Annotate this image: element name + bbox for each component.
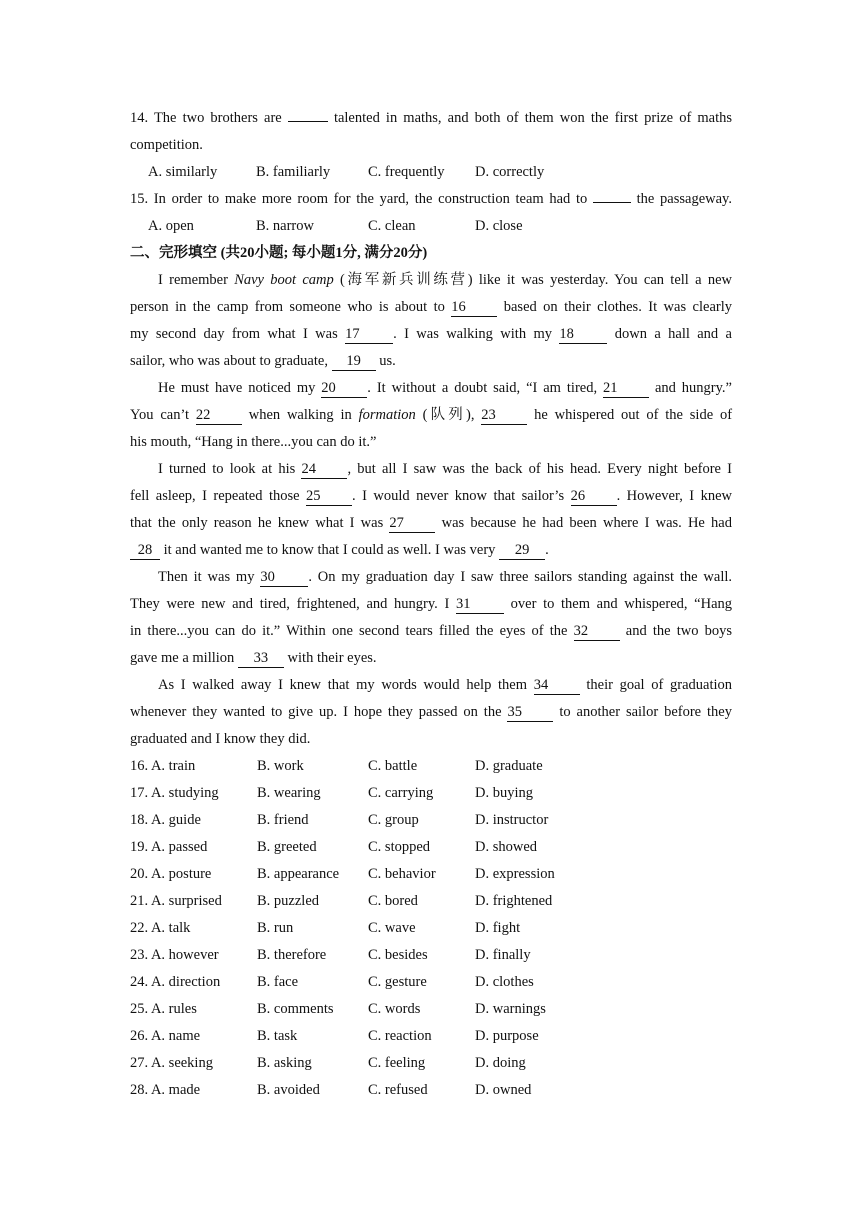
option-c: C. refused	[368, 1082, 428, 1098]
passage-text: when walking in	[248, 407, 359, 423]
q14-text-pre: 14. The two brothers are	[130, 110, 282, 126]
option-b: B. run	[257, 920, 294, 936]
option-b: B. asking	[257, 1055, 312, 1071]
option-b: B. face	[257, 974, 299, 990]
q14-option-b: B. familiarly	[256, 164, 331, 180]
passage-text: You can’t	[130, 407, 190, 423]
option-a: 21. A. surprised	[130, 893, 222, 909]
cloze-question-row	[130, 942, 732, 969]
q14-option-d: D. correctly	[475, 164, 545, 180]
question-14-options	[130, 159, 732, 186]
option-a: 18. A. guide	[130, 812, 201, 828]
passage-p5-line2	[130, 699, 732, 726]
question-15-stem	[130, 186, 732, 213]
option-c: C. group	[368, 812, 419, 828]
q14-blank	[288, 121, 328, 122]
option-d: D. warnings	[475, 1001, 546, 1017]
option-b: B. avoided	[257, 1082, 320, 1098]
passage-text: , but all I saw was the back of his head. Every night before I	[347, 461, 732, 477]
q15-blank	[593, 202, 631, 203]
blank-27: 27	[389, 514, 435, 533]
option-b: B. work	[257, 758, 304, 774]
passage-p1-line2	[130, 294, 732, 321]
option-b: B. task	[257, 1028, 298, 1044]
q14-option-c: C. frequently	[368, 164, 445, 180]
option-a: 27. A. seeking	[130, 1055, 213, 1071]
passage-text: us.	[379, 353, 396, 369]
passage-text: . On my graduation day I saw three sailors standing against the wall.	[308, 569, 733, 585]
cloze-question-row	[130, 888, 732, 915]
blank-25: 25	[306, 487, 352, 506]
option-d: D. instructor	[475, 812, 549, 828]
cloze-question-row	[130, 753, 732, 780]
passage-text: he whispered out of the side of	[534, 407, 733, 423]
passage-text: in there...you can do it.” Within one second tears filled the eyes of the	[130, 623, 568, 639]
passage-p4-line2	[130, 591, 732, 618]
option-c: C. stopped	[368, 839, 431, 855]
passage-text: that the only reason he knew what I was	[130, 515, 384, 531]
option-a: 22. A. talk	[130, 920, 191, 936]
option-d: D. purpose	[475, 1028, 539, 1044]
passage-p3-line2	[130, 483, 732, 510]
passage-p5-line1	[130, 672, 732, 699]
option-a: 17. A. studying	[130, 785, 219, 801]
passage-text: to another sailor before they	[559, 704, 732, 720]
option-c: C. besides	[368, 947, 428, 963]
q15-option-c: C. clean	[368, 218, 416, 234]
passage-text: (海军新兵训练营) like it was yesterday. You can tell a new	[333, 272, 732, 288]
q14-text-post: talented in maths, and both of them won the first prize of maths	[333, 110, 732, 126]
blank-32: 32	[574, 622, 620, 641]
passage-text: He must have noticed my	[158, 380, 316, 396]
cloze-question-row	[130, 1050, 732, 1077]
passage-text: and the two boys	[625, 623, 733, 639]
option-d: D. fight	[475, 920, 521, 936]
blank-33: 33	[238, 649, 284, 668]
passage-p4-line4	[130, 645, 732, 672]
option-c: C. words	[368, 1001, 421, 1017]
option-a: 19. A. passed	[130, 839, 208, 855]
passage-text: . However, I knew	[616, 488, 732, 504]
passage-p2-line1	[130, 375, 732, 402]
option-c: C. battle	[368, 758, 418, 774]
passage-text: with their eyes.	[287, 650, 377, 666]
passage-text: . I was walking with my	[393, 326, 552, 342]
passage-text: fell asleep, I repeated those	[130, 488, 300, 504]
blank-19: 19	[332, 352, 376, 371]
blank-18: 18	[559, 325, 607, 344]
blank-26: 26	[571, 487, 617, 506]
blank-16: 16	[451, 298, 497, 317]
passage-p2-line3: his mouth, “Hang in there...you can do it.”	[130, 434, 377, 450]
q15-text-post: the passageway.	[636, 191, 732, 207]
option-b: B. puzzled	[257, 893, 320, 909]
exam-page	[130, 105, 732, 1104]
blank-35: 35	[507, 703, 553, 722]
passage-p4-line1	[130, 564, 732, 591]
option-c: C. bored	[368, 893, 418, 909]
q14-option-a: A. similarly	[148, 164, 218, 180]
blank-28: 28	[130, 541, 160, 560]
option-d: D. graduate	[475, 758, 543, 774]
passage-text: person in the camp from someone who is about to	[130, 299, 445, 315]
option-a: 23. A. however	[130, 947, 219, 963]
passage-p3-line1	[130, 456, 732, 483]
passage-text: They were new and tired, frightened, and hungry. I	[130, 596, 450, 612]
blank-22: 22	[196, 406, 242, 425]
blank-17: 17	[345, 325, 393, 344]
question-14-stem-cont	[130, 132, 732, 159]
cloze-question-row	[130, 969, 732, 996]
passage-text: whenever they wanted to give up. I hope they passed on the	[130, 704, 502, 720]
option-d: D. buying	[475, 785, 533, 801]
cloze-question-row	[130, 915, 732, 942]
blank-20: 20	[321, 379, 367, 398]
cloze-question-list	[130, 753, 732, 1104]
blank-31: 31	[456, 595, 504, 614]
cloze-question-row	[130, 834, 732, 861]
option-d: D. owned	[475, 1082, 532, 1098]
passage-text: their goal of graduation	[586, 677, 733, 693]
blank-30: 30	[260, 568, 308, 587]
blank-23: 23	[481, 406, 527, 425]
option-a: 16. A. train	[130, 758, 196, 774]
option-b: B. greeted	[257, 839, 317, 855]
q15-option-a: A. open	[148, 218, 194, 234]
option-c: C. reaction	[368, 1028, 432, 1044]
blank-21: 21	[603, 379, 649, 398]
passage-p1-line1	[130, 267, 732, 294]
question-14-stem	[130, 105, 732, 132]
passage-italic: formation	[358, 407, 416, 423]
option-a: 25. A. rules	[130, 1001, 197, 1017]
passage-text: and hungry.”	[654, 380, 732, 396]
option-c: C. wave	[368, 920, 416, 936]
passage-text: Then it was my	[158, 569, 255, 585]
cloze-question-row	[130, 996, 732, 1023]
cloze-question-row	[130, 780, 732, 807]
passage-text: As I walked away I knew that my words would help them	[158, 677, 527, 693]
option-b: B. comments	[257, 1001, 334, 1017]
option-a: 28. A. made	[130, 1082, 201, 1098]
cloze-question-row	[130, 861, 732, 888]
option-b: B. appearance	[257, 866, 340, 882]
option-d: D. clothes	[475, 974, 534, 990]
q15-option-b: B. narrow	[256, 218, 314, 234]
cloze-question-row	[130, 807, 732, 834]
passage-text: (队列),	[415, 407, 475, 423]
option-b: B. wearing	[257, 785, 321, 801]
passage-text: gave me a million	[130, 650, 235, 666]
passage-text: based on their clothes. It was clearly	[503, 299, 732, 315]
cloze-question-row	[130, 1077, 732, 1104]
option-c: C. carrying	[368, 785, 434, 801]
passage-p2-line2	[130, 402, 732, 429]
passage-text: . It without a doubt said, “I am tired,	[367, 380, 598, 396]
option-d: D. doing	[475, 1055, 526, 1071]
section-heading-cloze: 二、完形填空 (共20小题; 每小题1分, 满分20分)	[130, 245, 428, 261]
passage-text: I remember	[158, 272, 235, 288]
passage-p1-line3	[130, 321, 732, 348]
passage-text: was because he had been where I was. He had	[441, 515, 732, 531]
passage-text: it and wanted me to know that I could as well. I was very	[163, 542, 496, 558]
passage-text: . I would never know that sailor’s	[352, 488, 565, 504]
passage-p3-line4	[130, 537, 732, 564]
passage-text: sailor, who was about to graduate,	[130, 353, 328, 369]
option-b: B. therefore	[257, 947, 327, 963]
passage-text: over to them and whispered, “Hang	[510, 596, 733, 612]
blank-24: 24	[301, 460, 347, 479]
option-d: D. expression	[475, 866, 555, 882]
passage-text: my second day from what I was	[130, 326, 338, 342]
question-15-options	[130, 213, 732, 240]
blank-29: 29	[499, 541, 545, 560]
option-a: 24. A. direction	[130, 974, 221, 990]
cloze-question-row	[130, 1023, 732, 1050]
q14-text-cont: competition.	[130, 137, 203, 153]
option-d: D. showed	[475, 839, 538, 855]
option-c: C. behavior	[368, 866, 436, 882]
passage-p5-line3: graduated and I know they did.	[130, 731, 311, 747]
q15-text-pre: 15. In order to make more room for the yard, the construction team had to	[130, 191, 588, 207]
passage-p1-line4	[130, 348, 732, 375]
option-d: D. frightened	[475, 893, 553, 909]
option-a: 20. A. posture	[130, 866, 212, 882]
passage-p4-line3	[130, 618, 732, 645]
option-b: B. friend	[257, 812, 309, 828]
option-a: 26. A. name	[130, 1028, 201, 1044]
passage-text: down a hall and a	[614, 326, 732, 342]
option-d: D. finally	[475, 947, 531, 963]
passage-text: I turned to look at his	[158, 461, 296, 477]
option-c: C. feeling	[368, 1055, 426, 1071]
passage-p3-line3	[130, 510, 732, 537]
option-c: C. gesture	[368, 974, 427, 990]
passage-text: .	[545, 542, 549, 558]
blank-34: 34	[534, 676, 580, 695]
passage-italic: Navy boot camp	[234, 272, 334, 288]
q15-option-d: D. close	[475, 218, 523, 234]
